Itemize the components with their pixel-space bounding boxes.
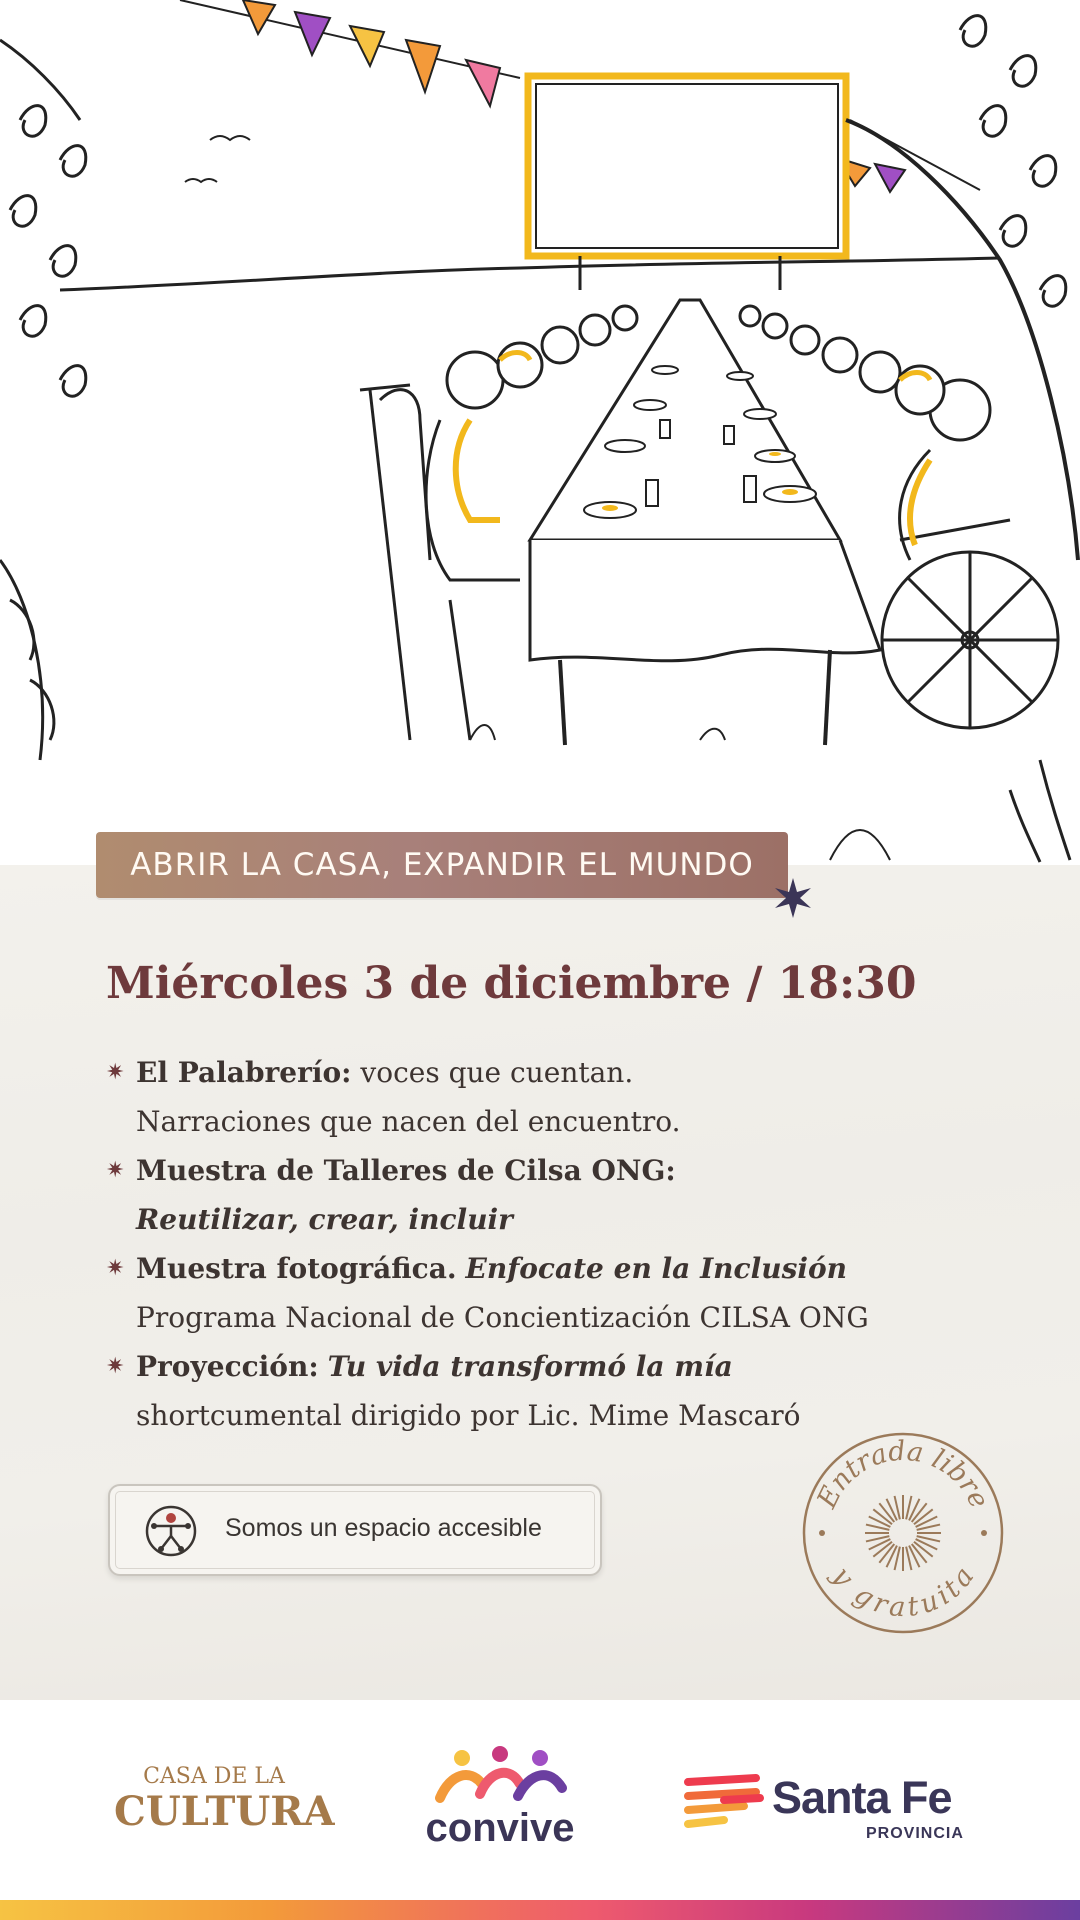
item-detail: Narraciones que nacen del encuentro.	[136, 1105, 681, 1138]
item-title: Proyección:	[136, 1350, 319, 1383]
item-title: El Palabrerío:	[136, 1056, 352, 1089]
list-item	[106, 1048, 1006, 1146]
accessibility-badge	[108, 1484, 602, 1576]
santa-fe-flag-icon	[684, 1772, 764, 1832]
accessibility-label: Somos un espacio accesible	[225, 1514, 542, 1542]
item-title: Muestra fotográfica.	[136, 1252, 457, 1285]
list-item	[106, 1244, 1006, 1342]
asterisk-icon: ✷	[106, 1256, 125, 1281]
free-entry-stamp	[800, 1430, 1006, 1636]
santa-fe-wordmark: Santa Fe	[772, 1772, 952, 1823]
event-date: Miércoles 3 de diciembre / 18:30	[106, 958, 917, 1009]
item-detail: Programa Nacional de Concientización CILSA ONG	[136, 1301, 869, 1334]
convive-wordmark: convive	[425, 1806, 575, 1850]
item-detail: shortcumental dirigido por Lic. Mime Mascaró	[136, 1399, 801, 1432]
banner-text: ABRIR LA CASA, EXPANDIR EL MUNDO	[130, 847, 754, 883]
casa-logo-top: CASA DE LA	[143, 1764, 285, 1789]
item-detail: Reutilizar, crear, incluir	[136, 1203, 513, 1236]
list-item	[106, 1146, 1006, 1244]
casa-de-la-cultura-logo	[114, 1762, 335, 1852]
item-title: Muestra de Talleres de Cilsa ONG:	[136, 1154, 676, 1187]
asterisk-icon: ✷	[106, 1354, 125, 1379]
program-list	[106, 1048, 1006, 1440]
casa-logo-main: CULTURA	[114, 1788, 335, 1835]
dinner-table-drawing	[0, 0, 1080, 865]
sunburst-icon	[865, 1495, 941, 1571]
title-banner	[96, 832, 788, 898]
item-subtitle: Enfocate en la Inclusión	[465, 1252, 848, 1285]
santa-fe-provincia: PROVINCIA	[866, 1825, 964, 1842]
hero-illustration	[0, 0, 1080, 865]
asterisk-icon: ✷	[106, 1158, 125, 1183]
accessibility-icon	[144, 1504, 198, 1558]
convive-figures-icon	[420, 1744, 580, 1808]
stamp-line-2: y gratuita	[825, 1561, 981, 1624]
asterisk-icon: ✷	[106, 1060, 125, 1085]
item-subtitle: voces que cuentan.	[360, 1056, 634, 1089]
item-subtitle: Tu vida transformó la mía	[327, 1350, 733, 1383]
santa-fe-logo	[684, 1772, 974, 1852]
star-icon	[773, 878, 813, 918]
footer-logos	[0, 1700, 1080, 1900]
list-item	[106, 1342, 1006, 1440]
stamp-line-1: Entrada libre	[811, 1435, 995, 1513]
convive-logo	[420, 1744, 580, 1874]
gradient-bar	[0, 1900, 1080, 1920]
